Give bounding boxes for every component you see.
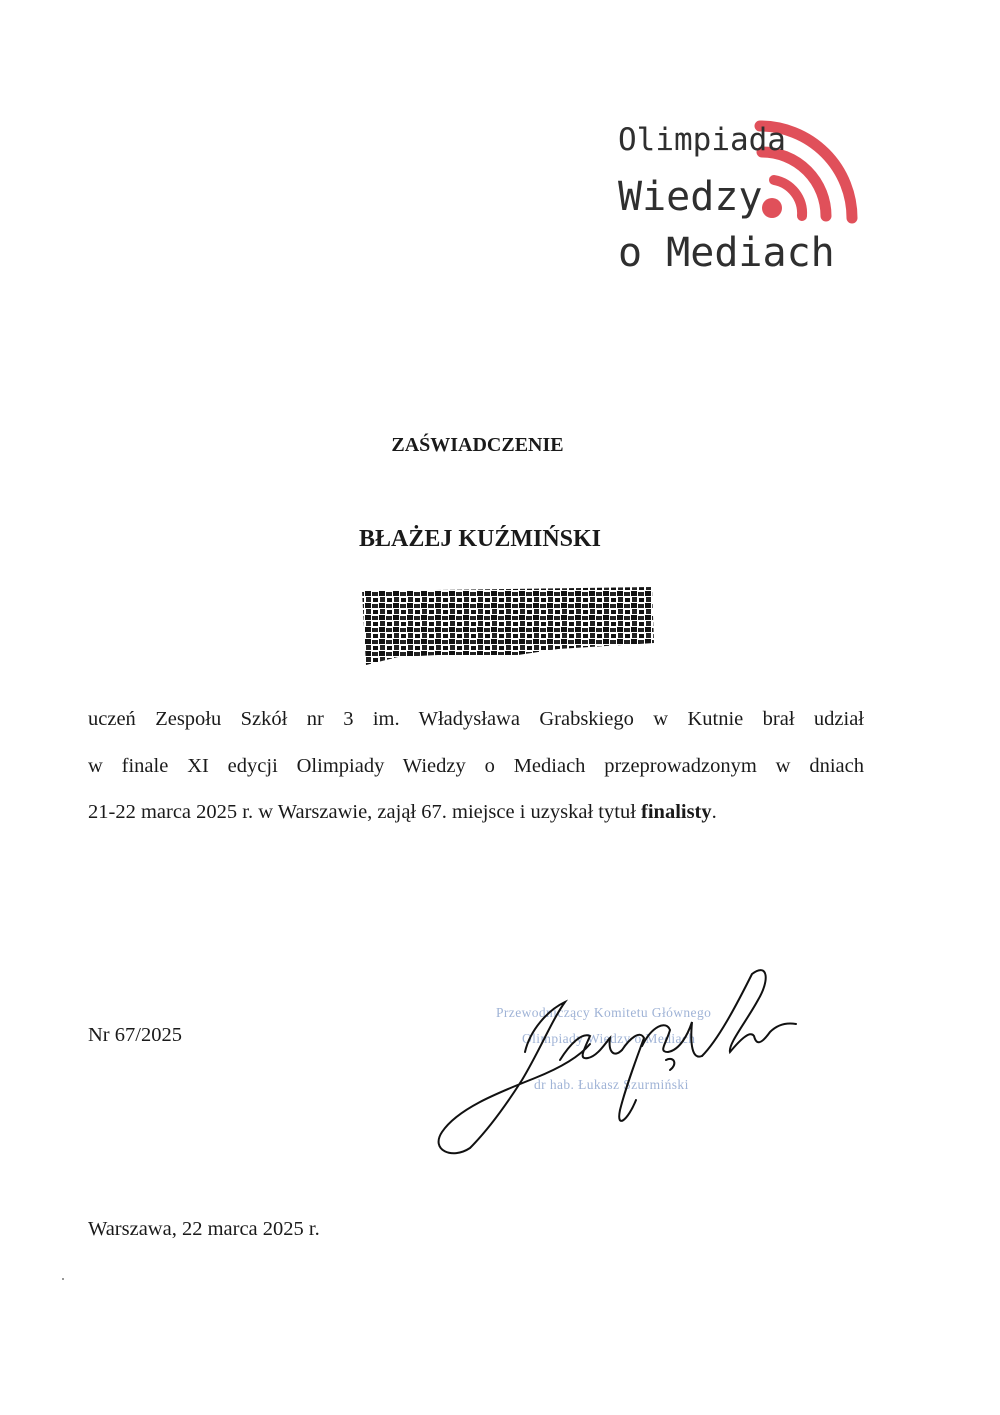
logo-line-1: Olimpiada bbox=[618, 122, 786, 158]
page-speck bbox=[62, 1278, 64, 1280]
document-title: ZAŚWIADCZENIE bbox=[391, 434, 564, 456]
body-paragraph bbox=[88, 696, 864, 836]
recipient-name: BŁAŻEJ KUŹMIŃSKI bbox=[358, 526, 602, 552]
redaction-block bbox=[358, 585, 656, 667]
body-line-2: w finale XI edycji Olimpiady Wiedzy o Mediach przeprowadzonym w dniach bbox=[88, 754, 864, 777]
handwritten-signature bbox=[430, 960, 810, 1160]
body-line-3 bbox=[88, 789, 864, 836]
body-line-1: uczeń Zespołu Szkół nr 3 im. Władysława Grabskiego w Kutnie brał udział bbox=[88, 708, 864, 730]
place-and-date: Warszawa, 22 marca 2025 r. bbox=[88, 1218, 320, 1240]
stamp-line-1: Przewodniczący Komitetu Głównego bbox=[496, 1005, 712, 1020]
body-line-3-end: . bbox=[711, 801, 717, 823]
stamp-line-2: Olimpiady Wiedzy o Mediach bbox=[522, 1031, 696, 1046]
finalist-title: finalisty bbox=[641, 801, 712, 823]
logo-line-2: Wiedzy bbox=[618, 174, 763, 220]
stamp-line-3: dr hab. Łukasz Szurmiński bbox=[534, 1077, 689, 1092]
olympiad-logo bbox=[612, 112, 862, 282]
logo-line-3: o Mediach bbox=[618, 230, 835, 276]
document-number: Nr 67/2025 bbox=[88, 1024, 182, 1046]
body-line-3-start: 21-22 marca 2025 r. w Warszawie, zajął 67. miejsce i uzyskał tytuł bbox=[88, 801, 642, 823]
